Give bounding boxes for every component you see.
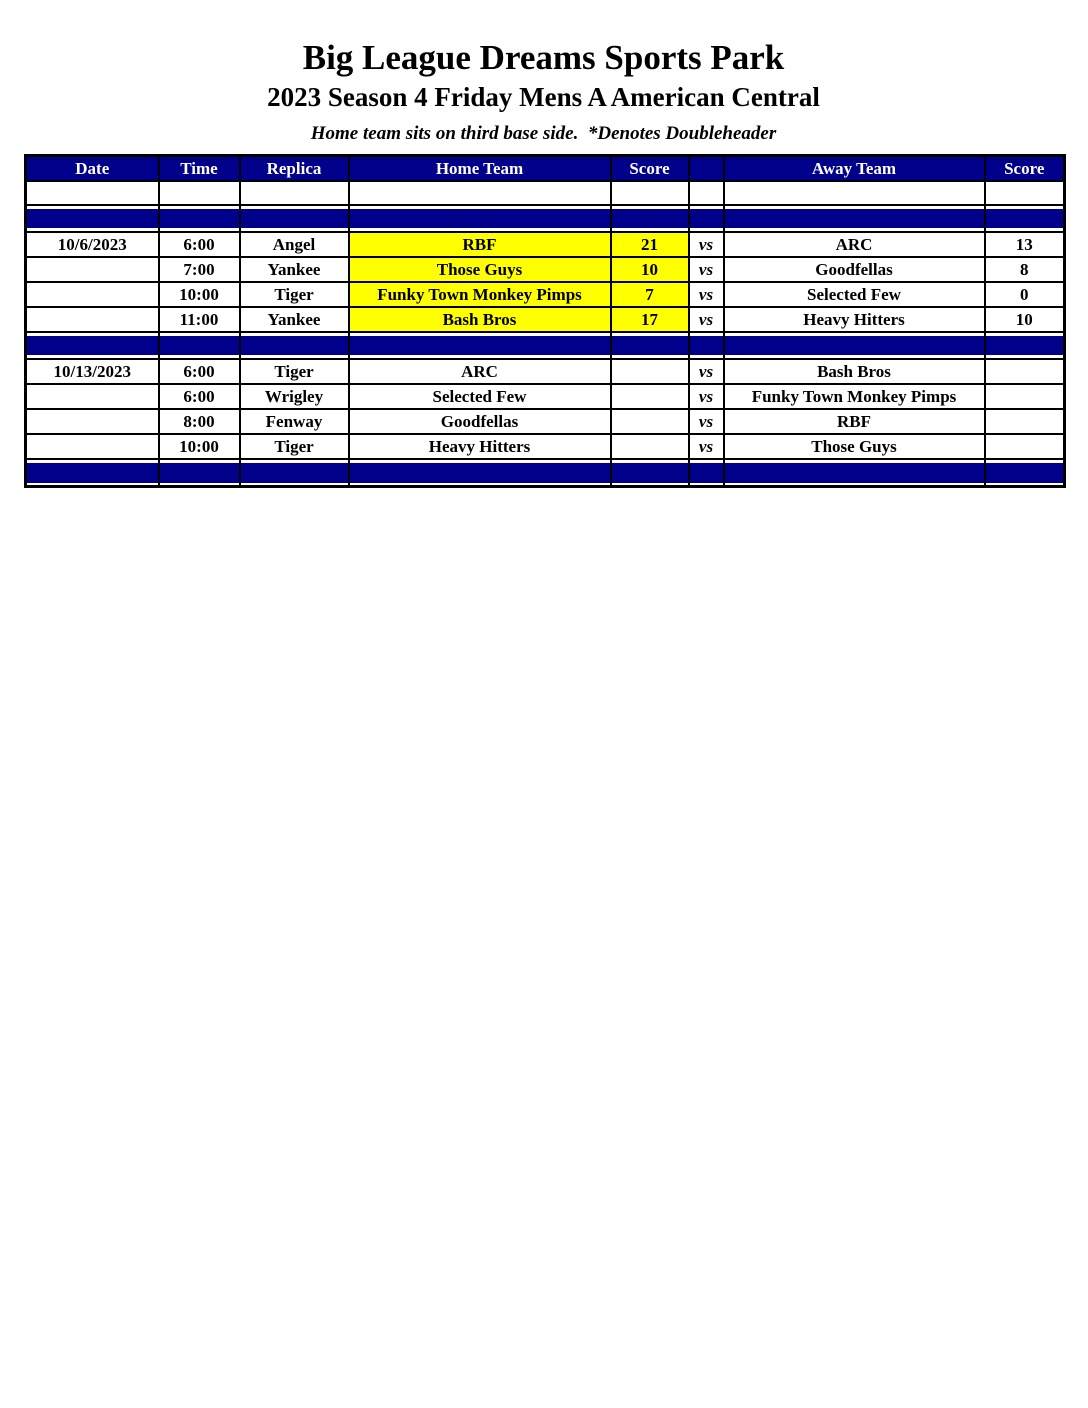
home-score-cell: [611, 384, 689, 409]
game-row: [26, 409, 1065, 434]
time-cell: 10:00: [159, 282, 240, 307]
vs-cell: vs: [689, 257, 724, 282]
replica-cell: Tiger: [240, 359, 349, 384]
separator-cell: [240, 459, 349, 487]
separator-cell: [159, 332, 240, 359]
time-cell: 6:00: [159, 384, 240, 409]
game-row: [26, 232, 1065, 257]
home-score-cell: [611, 359, 689, 384]
time-cell: 6:00: [159, 359, 240, 384]
separator-cell: [349, 205, 611, 232]
game-row: [26, 434, 1065, 459]
time-cell: 7:00: [159, 257, 240, 282]
col-header-time: Time: [159, 156, 240, 182]
date-cell: 10/13/2023: [26, 359, 159, 384]
home-score-cell: [611, 409, 689, 434]
home-score-cell: [611, 434, 689, 459]
col-header-away-score: Score: [985, 156, 1065, 182]
home-team-cell: Goodfellas: [349, 409, 611, 434]
away-team-cell: Heavy Hitters: [724, 307, 985, 332]
col-header-away-team: Away Team: [724, 156, 985, 182]
separator-cell: [689, 205, 724, 232]
home-team-cell: Selected Few: [349, 384, 611, 409]
away-team-cell: ARC: [724, 232, 985, 257]
home-score-cell: 7: [611, 282, 689, 307]
separator-cell: [240, 205, 349, 232]
col-header-home-score: Score: [611, 156, 689, 182]
home-score-cell: 21: [611, 232, 689, 257]
date-cell: 10/6/2023: [26, 232, 159, 257]
separator-cell: [159, 459, 240, 487]
separator-row: [26, 332, 1065, 359]
away-score-cell: [985, 384, 1065, 409]
title-block: [24, 0, 1063, 145]
schedule-note: Home team sits on third base side. *Denotes Doubleheader: [310, 123, 777, 144]
separator-cell: [26, 332, 159, 359]
header-row: [26, 156, 1065, 182]
separator-cell: [240, 332, 349, 359]
vs-cell: vs: [689, 307, 724, 332]
schedule-table: [24, 154, 1066, 488]
home-team-cell: Bash Bros: [349, 307, 611, 332]
replica-cell: Fenway: [240, 409, 349, 434]
away-team-cell: RBF: [724, 409, 985, 434]
page-title: Big League Dreams Sports Park: [302, 38, 785, 77]
home-team-cell: RBF: [349, 232, 611, 257]
away-team-cell: Funky Town Monkey Pimps: [724, 384, 985, 409]
separator-cell: [985, 332, 1065, 359]
blank-cell: [689, 181, 724, 205]
replica-cell: Yankee: [240, 257, 349, 282]
blank-cell: [349, 181, 611, 205]
game-row: [26, 282, 1065, 307]
home-score-cell: 17: [611, 307, 689, 332]
vs-cell: vs: [689, 232, 724, 257]
separator-cell: [724, 459, 985, 487]
away-score-cell: [985, 409, 1065, 434]
time-cell: 6:00: [159, 232, 240, 257]
separator-cell: [611, 332, 689, 359]
date-cell: [26, 409, 159, 434]
separator-cell: [26, 205, 159, 232]
away-score-cell: 13: [985, 232, 1065, 257]
blank-cell: [159, 181, 240, 205]
blank-row: [26, 181, 1065, 205]
replica-cell: Angel: [240, 232, 349, 257]
away-team-cell: Selected Few: [724, 282, 985, 307]
separator-cell: [349, 459, 611, 487]
col-header-date: Date: [26, 156, 159, 182]
home-team-cell: Funky Town Monkey Pimps: [349, 282, 611, 307]
game-row: [26, 359, 1065, 384]
home-team-cell: Those Guys: [349, 257, 611, 282]
blank-cell: [240, 181, 349, 205]
time-cell: 11:00: [159, 307, 240, 332]
separator-cell: [349, 332, 611, 359]
blank-cell: [985, 181, 1065, 205]
vs-cell: vs: [689, 409, 724, 434]
replica-cell: Yankee: [240, 307, 349, 332]
time-cell: 8:00: [159, 409, 240, 434]
separator-cell: [159, 205, 240, 232]
separator-cell: [985, 459, 1065, 487]
blank-cell: [26, 181, 159, 205]
separator-cell: [985, 205, 1065, 232]
time-cell: 10:00: [159, 434, 240, 459]
away-team-cell: Those Guys: [724, 434, 985, 459]
home-score-cell: 10: [611, 257, 689, 282]
separator-cell: [611, 459, 689, 487]
vs-cell: vs: [689, 384, 724, 409]
blank-cell: [724, 181, 985, 205]
replica-cell: Tiger: [240, 282, 349, 307]
separator-cell: [724, 332, 985, 359]
replica-cell: Tiger: [240, 434, 349, 459]
separator-cell: [611, 205, 689, 232]
vs-cell: vs: [689, 434, 724, 459]
col-header-replica: Replica: [240, 156, 349, 182]
replica-cell: Wrigley: [240, 384, 349, 409]
away-score-cell: 8: [985, 257, 1065, 282]
date-cell: [26, 282, 159, 307]
col-header-home-team: Home Team: [349, 156, 611, 182]
away-team-cell: Bash Bros: [724, 359, 985, 384]
separator-row: [26, 205, 1065, 232]
separator-row: [26, 459, 1065, 487]
separator-cell: [26, 459, 159, 487]
away-score-cell: [985, 434, 1065, 459]
separator-cell: [689, 332, 724, 359]
date-cell: [26, 257, 159, 282]
col-header-vs: [689, 156, 724, 182]
game-row: [26, 257, 1065, 282]
date-cell: [26, 307, 159, 332]
away-team-cell: Goodfellas: [724, 257, 985, 282]
home-team-cell: Heavy Hitters: [349, 434, 611, 459]
date-cell: [26, 434, 159, 459]
game-row: [26, 384, 1065, 409]
away-score-cell: 0: [985, 282, 1065, 307]
separator-cell: [724, 205, 985, 232]
away-score-cell: 10: [985, 307, 1065, 332]
blank-cell: [611, 181, 689, 205]
home-team-cell: ARC: [349, 359, 611, 384]
away-score-cell: [985, 359, 1065, 384]
vs-cell: vs: [689, 359, 724, 384]
game-row: [26, 307, 1065, 332]
league-subtitle: 2023 Season 4 Friday Mens A American Central: [267, 82, 820, 112]
separator-cell: [689, 459, 724, 487]
date-cell: [26, 384, 159, 409]
vs-cell: vs: [689, 282, 724, 307]
